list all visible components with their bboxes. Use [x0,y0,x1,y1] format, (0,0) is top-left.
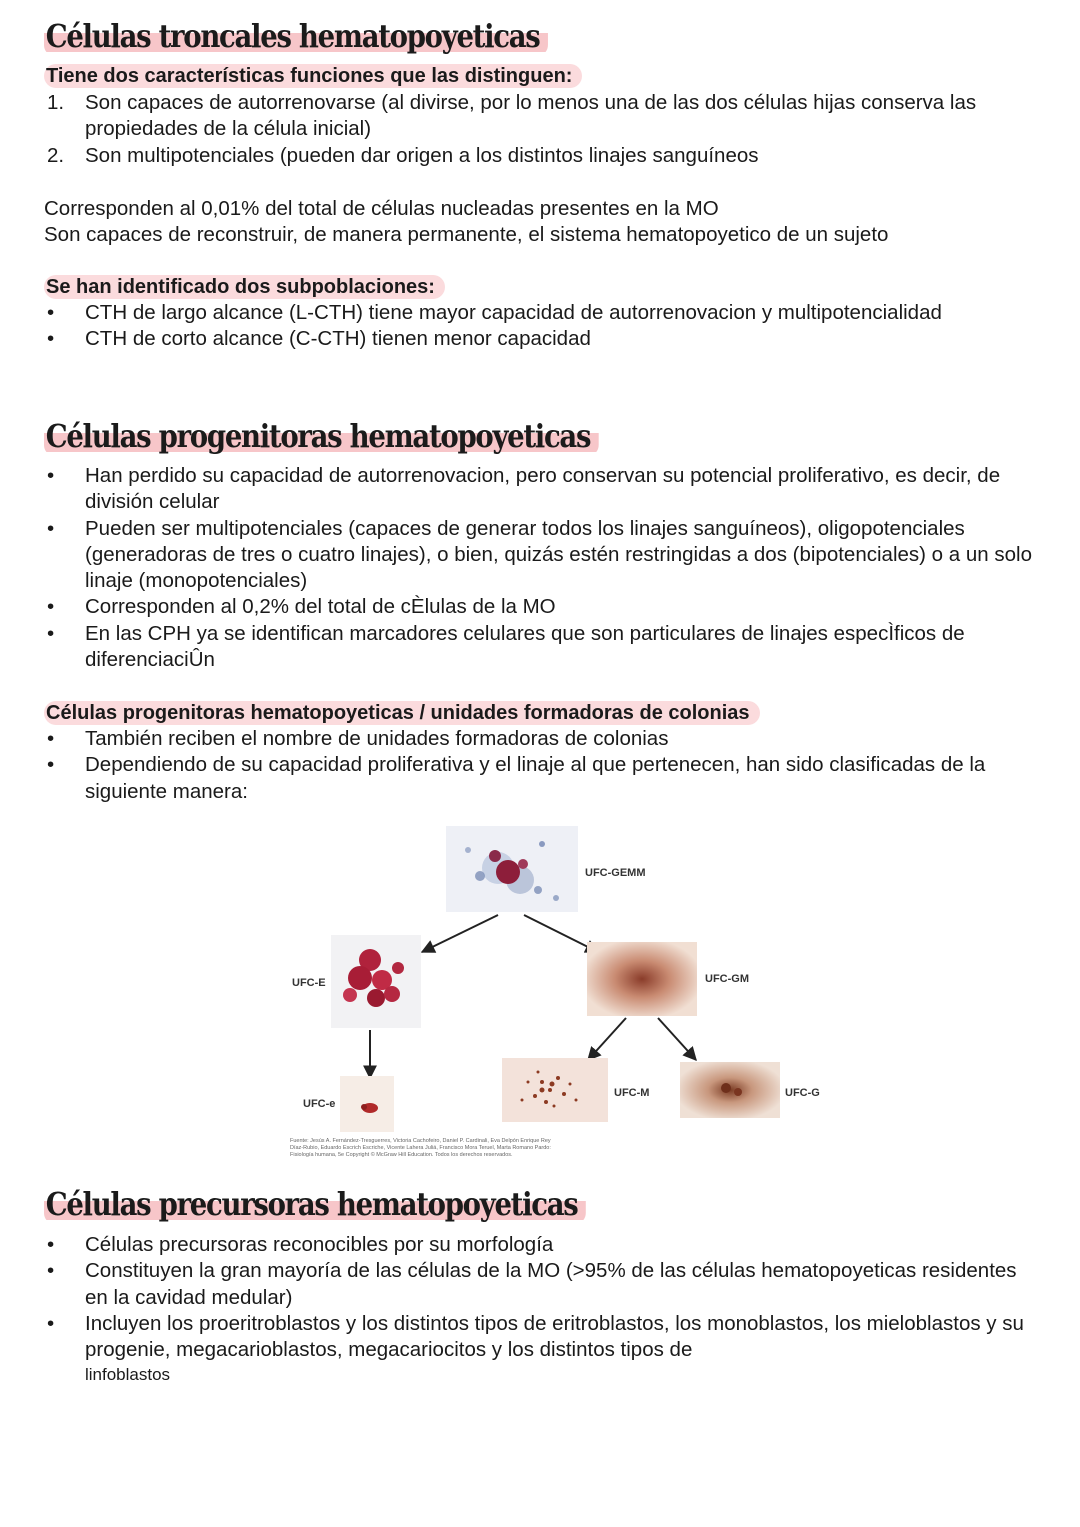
list-item: 1. Son capaces de autorrenovarse (al divirse, por lo menos una de las dos células hijas conserva las propiedades de la célula inicial) [47,91,977,141]
arrow-gemm-to-gm [524,915,598,952]
list-item: • Constituyen la gran mayoría de las células de la MO (>95% de las células hematopoyeticas residentes en la cavidad medular) [47,1259,1017,1309]
figure-credit-line: Díaz-Rubio, Eduardo Escrich Escriche, Vicente Lahera Juliá, Francisco Mora Teruel, Marta Romano Pardo: [290,1145,551,1151]
list-unidades-formadoras [44,726,1034,805]
list-item: • También reciben el nombre de unidades formadoras de colonias [47,727,669,750]
label-ufc-gm: UFC-GM [705,973,749,985]
section-title-celulas-troncales: Células troncales hematopoyeticas [44,18,548,54]
figure-credit-line: Fisiología humana, 5e Copyright © McGraw Hill Education. Todos los derechos reservados. [290,1152,513,1158]
paragraph-reconstruir: Son capaces de reconstruir, de manera permanente, el sistema hematopoyetico de un sujeto [44,223,889,246]
arrow-gemm-to-e [422,915,498,952]
list-item: • Incluyen los proeritroblastos y los distintos tipos de eritroblastos, los monoblastos, los mieloblastos y su progenie, megacarioblastos, megacariocitos y los distintos tipos de [47,1311,1024,1362]
list-item: • Dependiendo de su capacidad proliferativa y el linaje al que pertenecen, han sido clasificadas de la siguiente manera: [47,753,986,803]
list-item: • CTH de corto alcance (C-CTH) tienen menor capacidad [47,327,591,351]
label-ufc-e: UFC-E [292,977,326,989]
label-ufc-gemm: UFC-GEMM [585,867,646,879]
subtitle-subpoblaciones: Se han identificado dos subpoblaciones: [44,274,445,300]
label-ufc-e-small: UFC-e [303,1098,336,1110]
paragraph-linfoblastos: linfoblastos [85,1365,171,1384]
arrow-gm-to-m [588,1018,626,1060]
subtitle-caracteristicas: Tiene dos características funciones que las distinguen: [44,63,582,89]
arrow-gm-to-g [658,1018,696,1060]
list-precursoras [44,1232,1034,1363]
list-item: • CTH de largo alcance (L-CTH) tiene mayor capacidad de autorrenovacion y multipotencialidad [47,301,942,324]
list-item: • Corresponden al 0,2% del total de cÈlulas de la MO [47,595,556,619]
ufc-e-small-micrograph [340,1076,394,1132]
label-ufc-m: UFC-M [614,1087,650,1099]
label-ufc-g: UFC-G [785,1087,820,1099]
section-title-celulas-progenitoras: Células progenitoras hematopoyeticas [44,418,599,454]
list-item: • Células precursoras reconocibles por su morfología [47,1233,554,1256]
colony-forming-units-diagram [280,820,840,1165]
ufc-gemm-micrograph [446,826,578,912]
list-progenitoras [44,463,1034,673]
ufc-g-micrograph [680,1062,780,1118]
subtitle-unidades-formadoras: Células progenitoras hematopoyeticas / unidades formadoras de colonias [44,700,760,726]
ufc-m-micrograph [502,1058,608,1122]
figure-credit-line: Fuente: Jesús A. Fernández-Tresguerres, Victoria Cachofeiro, Daniel P. Cardinali, Eva Delpón Enrique Rey [290,1138,551,1144]
list-subpoblaciones [44,300,1034,353]
list-item: • En las CPH ya se identifican marcadores celulares que son particulares de linajes especÌficos de diferenciaciÛn [47,621,965,672]
list-item: • Pueden ser multipotenciales (capaces de generar todos los linajes sanguíneos), oligopotenciales (generadoras de tres o cuatro linajes), o bien, quizás estén restringidas a dos (bipotenciales) o a un solo linaje (monopotenciales) [47,516,1032,593]
list-item: 2. Son multipotenciales (pueden dar origen a los distintos linajes sanguíneos [47,143,759,167]
list-caracteristicas [44,90,1034,169]
section-title-celulas-precursoras: Células precursoras hematopoyeticas [44,1186,586,1222]
ufc-gm-micrograph [587,942,697,1016]
list-item: • Han perdido su capacidad de autorrenovacion, pero conservan su potencial proliferativo, es decir, de división celular [47,464,1001,514]
ufc-e-micrograph [331,935,421,1028]
paragraph-porcentaje: Corresponden al 0,01% del total de células nucleadas presentes en la MO [44,197,719,220]
